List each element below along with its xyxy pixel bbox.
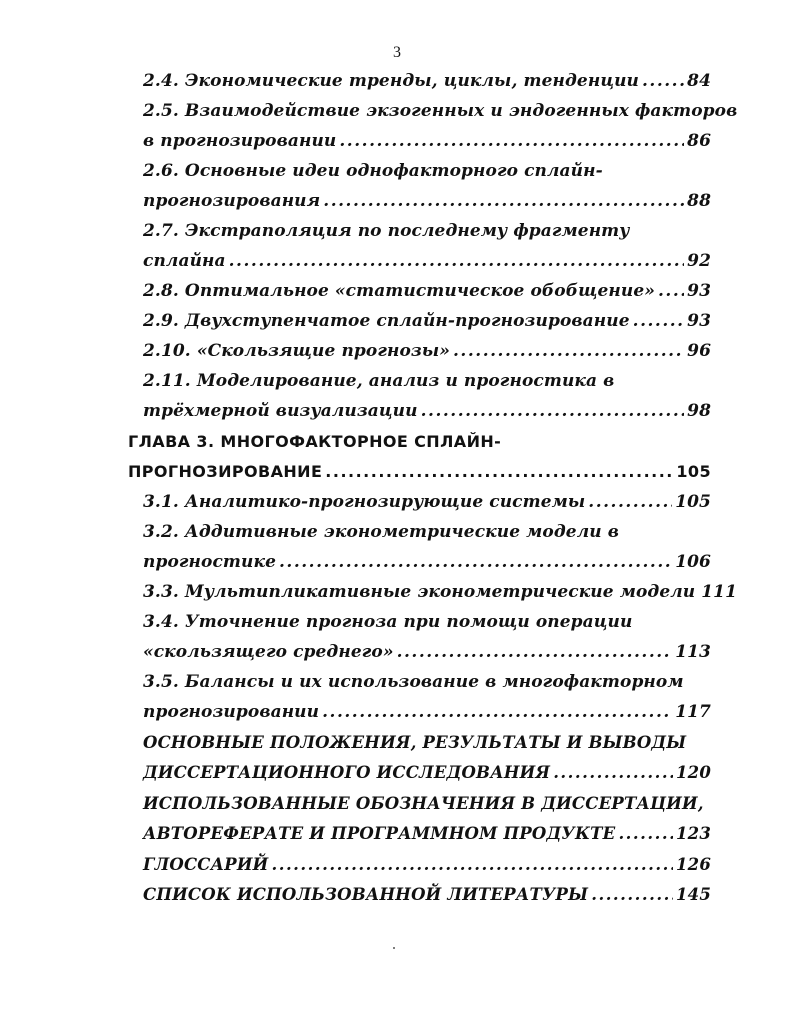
toc-conclusions [143, 728, 711, 758]
toc-entry-title: 2.5. Взаимодействие экзогенных и эндогенных факторов [143, 101, 738, 121]
toc-entry-3-2-cont [143, 547, 711, 577]
toc-entry-page: 98 [687, 401, 711, 421]
toc-entry-2-8 [143, 276, 711, 306]
toc-conclusions-cont [143, 758, 711, 788]
toc-entry-2-11 [143, 366, 711, 396]
toc-entry-page: 105 [675, 492, 711, 512]
toc-entry-3-5-cont [143, 697, 711, 727]
toc-entry-3-3 [143, 577, 738, 607]
toc-entry-title: ДИССЕРТАЦИОННОГО ИССЛЕДОВАНИЯ [143, 763, 551, 782]
toc-entry-title: ГЛОССАРИЙ [143, 855, 269, 874]
toc-entry-page: 120 [675, 763, 711, 782]
leader-dots [322, 697, 672, 727]
toc-entry-title: 3.3. Мультипликативные эконометрические модели [143, 582, 696, 602]
leader-dots [325, 457, 673, 487]
toc-entry-page: 126 [675, 855, 711, 874]
toc-entry-page: 86 [687, 131, 711, 151]
toc-entry-title: 2.9. Двухступенчатое сплайн-прогнозирование [143, 311, 630, 331]
toc-entry-title: ГЛАВА 3. МНОГОФАКТОРНОЕ СПЛАЙН- [128, 432, 502, 451]
leader-dots [453, 336, 684, 366]
leader-dots [553, 758, 673, 788]
toc-entry-title: трёхмерной визуализации [143, 401, 418, 421]
toc-entry-page: 93 [687, 311, 711, 331]
toc-entry-page: 105 [676, 462, 711, 481]
toc-entry-title: прогнозировании [143, 702, 320, 722]
toc-entry-page: 93 [687, 281, 711, 301]
toc-entry-title: «скользящего среднего» [143, 642, 394, 662]
toc-entry-page: 145 [675, 885, 711, 904]
leader-dots [421, 396, 685, 426]
toc-entry-title: ОСНОВНЫЕ ПОЛОЖЕНИЯ, РЕЗУЛЬТАТЫ И ВЫВОДЫ [143, 733, 687, 752]
toc-entry-title: ИСПОЛЬЗОВАННЫЕ ОБОЗНАЧЕНИЯ В ДИССЕРТАЦИИ, [143, 794, 704, 813]
leader-dots [323, 186, 684, 216]
leader-dots [658, 276, 684, 306]
leader-dots [279, 547, 672, 577]
toc-entry-2-5 [143, 96, 738, 126]
toc-entry-title: 3.4. Уточнение прогноза при помощи операции [143, 612, 633, 632]
toc-bibliography [143, 880, 711, 910]
toc-entry-page: 123 [675, 824, 711, 843]
toc-entry-page: 88 [687, 191, 711, 211]
scan-speck [393, 947, 395, 949]
toc-entry-2-7-cont [143, 246, 711, 276]
toc-entry-2-10 [143, 336, 711, 366]
toc-entry-2-7 [143, 216, 711, 246]
toc-entry-3-4 [143, 607, 711, 637]
toc-entry-page: 111 [701, 582, 738, 602]
toc-entry-page: 113 [675, 642, 711, 662]
toc-entry-title: 2.10. «Скользящие прогнозы» [143, 341, 451, 361]
toc-entry-page: 84 [687, 71, 711, 91]
toc-entry-3-5 [143, 667, 711, 697]
toc-entry-2-9 [143, 306, 711, 336]
leader-dots [618, 819, 673, 849]
toc-entry-3-4-cont [143, 637, 711, 667]
toc-entry-title: 2.4. Экономические тренды, циклы, тенденции [143, 71, 639, 91]
page-number: 3 [393, 44, 401, 61]
toc-entry-2-11-cont [143, 396, 711, 426]
toc-entry-title: 3.5. Балансы и их использование в многофакторном [143, 672, 684, 692]
toc-entry-title: АВТОРЕФЕРАТЕ И ПРОГРАММНОМ ПРОДУКТЕ [143, 824, 616, 843]
toc-entry-title: прогностике [143, 552, 276, 572]
toc-entry-title: 2.8. Оптимальное «статистическое обобщение» [143, 281, 655, 301]
toc-entry-title: 2.6. Основные идеи однофакторного сплайн- [143, 161, 603, 181]
toc-entry-title: прогнозирования [143, 191, 321, 211]
leader-dots [271, 850, 673, 880]
toc-notation [143, 789, 711, 819]
toc-notation-cont [143, 819, 711, 849]
toc-entry-title: в прогнозировании [143, 131, 337, 151]
leader-dots [397, 637, 673, 667]
toc-entry-title: ПРОГНОЗИРОВАНИЕ [128, 462, 323, 481]
toc-entry-page: 106 [675, 552, 711, 572]
toc-entry-2-6 [143, 156, 711, 186]
toc-chapter-3 [128, 427, 711, 457]
toc-entry-title: 2.11. Моделирование, анализ и прогностика в [143, 371, 615, 391]
toc-entry-page: 117 [675, 702, 711, 722]
toc-entry-title: 3.2. Аддитивные эконометрические модели в [143, 522, 619, 542]
leader-dots [642, 66, 684, 96]
toc-entry-3-2 [143, 517, 711, 547]
toc-chapter-3-cont [128, 457, 711, 487]
toc-entry-3-1 [143, 487, 711, 517]
toc-entry-2-5-cont [143, 126, 711, 156]
toc-entry-2-6-cont [143, 186, 711, 216]
leader-dots [339, 126, 684, 156]
toc-entry-title: 2.7. Экстраполяция по последнему фрагменту [143, 221, 630, 241]
toc-entry-title: СПИСОК ИСПОЛЬЗОВАННОЙ ЛИТЕРАТУРЫ [143, 885, 589, 904]
leader-dots [229, 246, 685, 276]
toc-entry-2-4 [143, 66, 711, 96]
toc-glossary [143, 850, 711, 880]
toc-entry-title: 3.1. Аналитико-прогнозирующие системы [143, 492, 586, 512]
toc-entry-title: сплайна [143, 251, 226, 271]
toc-entry-page: 92 [687, 251, 711, 271]
leader-dots [591, 880, 673, 910]
leader-dots [633, 306, 684, 336]
toc-entry-page: 96 [687, 341, 711, 361]
leader-dots [588, 487, 672, 517]
